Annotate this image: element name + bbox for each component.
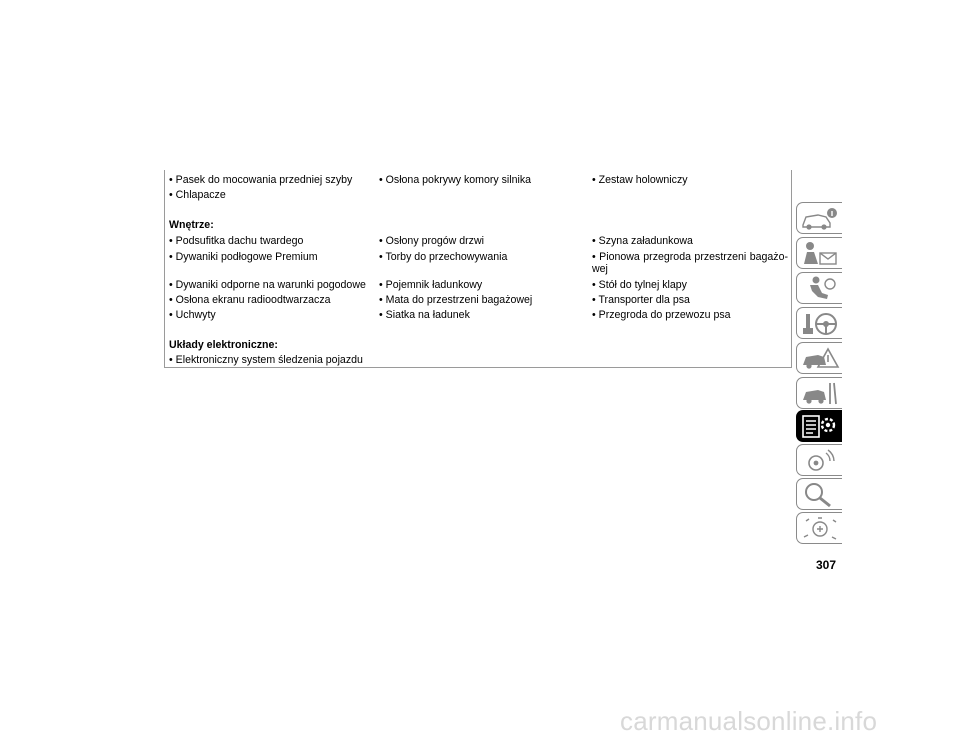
list-item: • Uchwyty — [169, 309, 216, 321]
list-item: • Przegroda do przewozu psa — [592, 309, 731, 321]
tab-specs-gear[interactable] — [796, 410, 842, 442]
car-warning-icon — [800, 345, 840, 372]
tab-steering-wheel[interactable] — [796, 307, 842, 339]
tab-seat-airbag[interactable] — [796, 272, 842, 304]
seat-airbag-icon — [800, 275, 840, 302]
list-item: • Torby do przechowywania — [379, 251, 508, 263]
list-item: • Siatka na ładunek — [379, 309, 470, 321]
watermark: carmanualsonline.info — [620, 706, 878, 736]
list-item: • Elektroniczny system śledzenia pojazdu — [169, 354, 363, 366]
list-item: • Pionowa przegroda przestrzeni bagażo-wej — [592, 251, 788, 275]
accessories-table — [164, 170, 792, 368]
list-item: • Chlapacze — [169, 189, 226, 201]
list-item: • Transporter dla psa — [592, 294, 690, 306]
list-item: • Dywaniki podłogowe Premium — [169, 251, 318, 263]
list-item: • Zestaw holowniczy — [592, 174, 688, 186]
page-number: 307 — [815, 558, 836, 572]
list-item: • Stół do tylnej klapy — [592, 279, 687, 291]
section-heading-electronics: Układy elektroniczne: — [169, 339, 278, 351]
tab-magnifier[interactable] — [796, 478, 842, 510]
car-info-icon — [800, 205, 840, 232]
tab-car-warning[interactable] — [796, 342, 842, 374]
magnifier-icon — [800, 481, 840, 508]
tab-car-mail[interactable] — [796, 237, 842, 269]
tab-multimedia[interactable] — [796, 444, 842, 476]
section-heading-interior: Wnętrze: — [169, 219, 214, 231]
tab-car-info[interactable] — [796, 202, 842, 234]
multimedia-icon — [800, 447, 840, 474]
list-item: • Podsufitka dachu twardego — [169, 235, 304, 247]
list-item: • Pojemnik ładunkowy — [379, 279, 483, 291]
list-item: • Szyna załadunkowa — [592, 235, 693, 247]
list-item: • Osłony progów drzwi — [379, 235, 484, 247]
car-mail-icon — [800, 240, 840, 267]
specs-gear-icon — [800, 413, 840, 440]
car-tools-icon — [800, 380, 840, 407]
tab-language-index[interactable] — [796, 512, 842, 544]
list-item: • Mata do przestrzeni bagażowej — [379, 294, 533, 306]
list-item: • Pasek do mocowania przedniej szyby — [169, 174, 353, 186]
list-item: • Osłona pokrywy komory silnika — [379, 174, 532, 186]
tab-car-tools[interactable] — [796, 377, 842, 409]
language-index-icon — [800, 515, 840, 542]
list-item: • Osłona ekranu radioodtwarzacza — [169, 294, 331, 306]
steering-wheel-icon — [800, 310, 840, 337]
list-item: • Dywaniki odporne na warunki pogodowe — [169, 279, 366, 291]
